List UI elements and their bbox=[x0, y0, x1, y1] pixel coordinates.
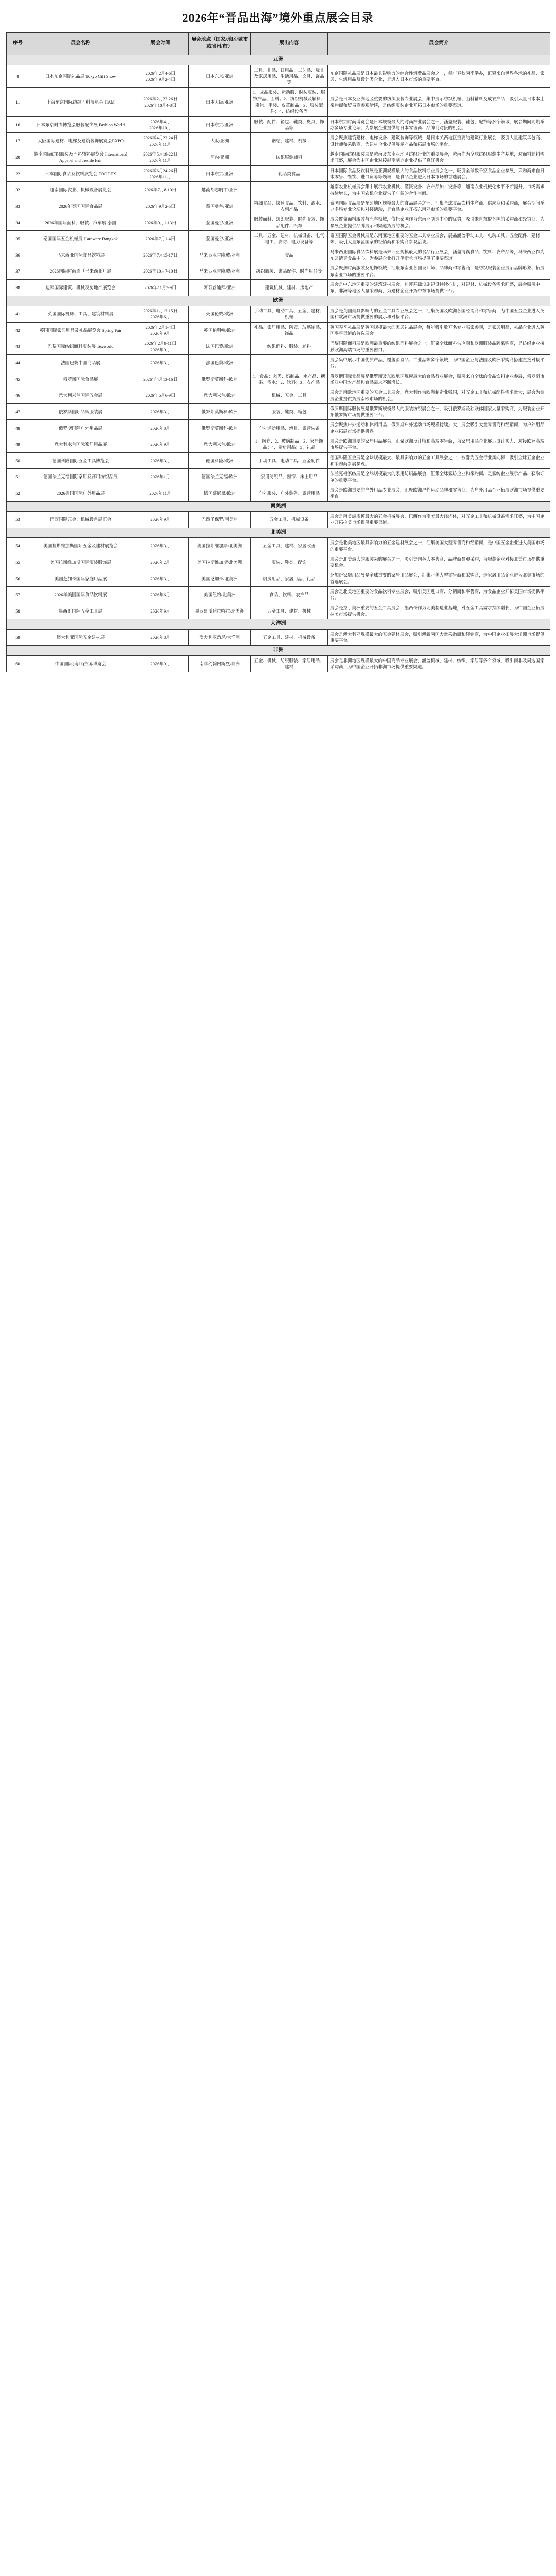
table-row bbox=[7, 387, 550, 404]
cell-no: 41 bbox=[7, 306, 29, 323]
cell-desc: 巴黎国际面料展是欧洲最重要的纺织面料展会之一，汇聚全球面料供应商和欧洲服装品牌采购商，是纺织企业接触欧洲高端市场的重要窗口。 bbox=[328, 338, 550, 355]
cell-date: 2026年9月 bbox=[132, 512, 189, 528]
table-row bbox=[7, 88, 550, 116]
cell-no: 53 bbox=[7, 512, 29, 528]
cell-date: 2026年1月 bbox=[132, 469, 189, 485]
cell-name: 墨西哥国际五金工具展 bbox=[29, 603, 132, 619]
cell-date: 2026年2月1-4日 2026年9月 bbox=[132, 322, 189, 338]
region-row bbox=[7, 55, 550, 65]
cell-place: 河内/亚洲 bbox=[189, 149, 251, 165]
cell-content: 机械、五金、工具 bbox=[251, 387, 328, 404]
cell-date: 2026年6月24-26日 2026年11月 bbox=[132, 165, 189, 182]
cell-content: 服装、鞋类、配饰 bbox=[251, 554, 328, 570]
cell-content: 建筑机械、建材、房地产 bbox=[251, 279, 328, 296]
cell-desc: 展会聚焦时尚服装及配饰领域，汇聚东南亚各国设计师、品牌商和零售商，是纺织服装企业展示品牌形象、拓展东南亚市场的重要平台。 bbox=[328, 263, 550, 280]
cell-content: 手动工具、电动工具、五金、建材、机械 bbox=[251, 306, 328, 323]
cell-desc: 俄罗斯国际服装展是俄罗斯规模最大的服装纺织展会之一，吸引俄罗斯及独联体国家大量采购商，为服装企业开拓俄罗斯市场提供重要平台。 bbox=[328, 403, 550, 420]
cell-no: 56 bbox=[7, 570, 29, 587]
cell-no: 43 bbox=[7, 338, 29, 355]
cell-content: 精细食品、快速食品、饮料、酒水、农副产品 bbox=[251, 198, 328, 214]
cell-no: 11 bbox=[7, 88, 29, 116]
cell-desc: 展会是北美地区重要的食品饮料专业展会，吸引美国进口商、分销商和零售商，为食品企业开拓美国市场提供平台。 bbox=[328, 587, 550, 603]
cell-no: 44 bbox=[7, 354, 29, 371]
cell-place: 美国拉斯维加斯/北美洲 bbox=[189, 554, 251, 570]
cell-date: 2026年3月 bbox=[132, 452, 189, 469]
table-row bbox=[7, 469, 550, 485]
cell-no: 42 bbox=[7, 322, 29, 338]
cell-date: 2026年5月6-9日 bbox=[132, 387, 189, 404]
table-row bbox=[7, 231, 550, 247]
header-content: 展出内容 bbox=[251, 33, 328, 55]
table-row bbox=[7, 65, 550, 88]
cell-date: 2026年7月1-4日 bbox=[132, 231, 189, 247]
cell-name: 2026年美国国际食品饮料展 bbox=[29, 587, 132, 603]
cell-place: 俄罗斯莫斯科/欧洲 bbox=[189, 420, 251, 436]
cell-no: 48 bbox=[7, 420, 29, 436]
cell-place: 美国芝加哥/北美洲 bbox=[189, 570, 251, 587]
table-row bbox=[7, 182, 550, 198]
cell-content: 礼品、家居用品、陶瓷、玻璃制品、饰品 bbox=[251, 322, 328, 338]
cell-place: 德国法兰克福/欧洲 bbox=[189, 469, 251, 485]
cell-desc: 展会是南欧地区重要的五金工具展会，意大利作为欧洲制造业强国，对五金工具和机械配件需求量大，展会为参展企业提供拓展南欧市场的机会。 bbox=[328, 387, 550, 404]
cell-no: 17 bbox=[7, 133, 29, 149]
region-label: 非洲 bbox=[7, 646, 550, 656]
cell-content: 纺织服装、饰品配件、时尚用品等 bbox=[251, 263, 328, 280]
cell-desc: 越南国际纺织服装展是越南及东南亚地区纺织行业的重要展会，越南作为全球纺织服装生产基地，对面料辅料需求旺盛，展会为中国企业对接越南制造企业提供了良好机会。 bbox=[328, 149, 550, 165]
cell-no: 51 bbox=[7, 469, 29, 485]
cell-desc: 展会集中展示中国优质产品，覆盖消费品、工业品等多个领域，为中国企业与法国及欧洲采购商搭建直接对接平台。 bbox=[328, 354, 550, 371]
region-label: 北美洲 bbox=[7, 528, 550, 538]
cell-no: 54 bbox=[7, 538, 29, 554]
cell-desc: 展会是澳大利亚规模最大的五金建材展会，吸引澳新两国大量采购商和经销商，为中国企业拓展大洋洲市场提供重要平台。 bbox=[328, 629, 550, 646]
cell-no: 32 bbox=[7, 182, 29, 198]
cell-name: 2026德国国际户外用品展 bbox=[29, 485, 132, 501]
cell-name: 2026国际时尚周（马来西亚）展 bbox=[29, 263, 132, 280]
cell-date: 2026年2月 bbox=[132, 554, 189, 570]
cell-name: 澳大利亚国际五金建材展 bbox=[29, 629, 132, 646]
cell-place: 巴西圣保罗/南美洲 bbox=[189, 512, 251, 528]
table-row bbox=[7, 165, 550, 182]
cell-content: 服装面料、纺织服装、时尚服装、饰品配件、汽车 bbox=[251, 214, 328, 231]
table-row bbox=[7, 629, 550, 646]
cell-no: 22 bbox=[7, 165, 29, 182]
cell-date: 2026年9月 bbox=[132, 655, 189, 672]
cell-name: 德国法兰克福国际家用及商用纺织品展 bbox=[29, 469, 132, 485]
cell-place: 德国科隆/欧洲 bbox=[189, 452, 251, 469]
cell-content: 五金工具、建材、机械设备 bbox=[251, 629, 328, 646]
cell-place: 南非约翰内斯堡/非洲 bbox=[189, 655, 251, 672]
cell-date: 2026年2月22-26日 2026年10月4-8日 bbox=[132, 88, 189, 116]
cell-no: 34 bbox=[7, 214, 29, 231]
cell-content: 礼品类食品 bbox=[251, 165, 328, 182]
cell-no: 46 bbox=[7, 387, 29, 404]
cell-desc: 日本东京时尚博览会是日本规模最大的时尚产业展会之一，涵盖服装、鞋包、配饰等多个领域，展会期间同期举办多场专业论坛，为参展企业提供与日本零售商、品牌商对接的机会。 bbox=[328, 116, 550, 133]
cell-no: 8 bbox=[7, 65, 29, 88]
region-row bbox=[7, 501, 550, 512]
cell-content: 手动工具、电动工具、五金配件 bbox=[251, 452, 328, 469]
cell-no: 45 bbox=[7, 371, 29, 387]
cell-date: 2026年4月 2026年10月 bbox=[132, 116, 189, 133]
header-desc: 展会简介 bbox=[328, 33, 550, 55]
table-row bbox=[7, 116, 550, 133]
cell-no: 47 bbox=[7, 403, 29, 420]
region-row bbox=[7, 619, 550, 630]
cell-desc: 展会是南美洲规模最大的五金机械展会，巴西作为南美最大经济体，对五金工具和机械设备需求旺盛，为中国企业开拓拉美市场提供重要渠道。 bbox=[328, 512, 550, 528]
table-row bbox=[7, 279, 550, 296]
cell-place: 马来西亚吉隆坡/亚洲 bbox=[189, 263, 251, 280]
cell-place: 墨西哥瓜达拉哈拉/北美洲 bbox=[189, 603, 251, 619]
cell-desc: 展会是非洲地区规模最大的中国商品专业展会，涵盖机械、建材、纺织、家居等多个领域，吸引南非及周边国家采购商，为中国企业开拓非洲市场提供重要渠道。 bbox=[328, 655, 550, 672]
cell-desc: 展会是欧洲重要的户外用品专业展会，汇聚欧洲户外运动品牌和零售商，为户外用品企业拓展欧洲市场提供重要平台。 bbox=[328, 485, 550, 501]
cell-desc: 展会是中东地区重要的建筑建材展会，迪拜基础设施建设持续推进，对建材、机械设备需求旺盛，展会吸引中东、非洲等地区大量采购商，为建材企业开拓中东市场提供平台。 bbox=[328, 279, 550, 296]
cell-content: 户外服装、户外装备、露营用品 bbox=[251, 485, 328, 501]
region-label: 大洋洲 bbox=[7, 619, 550, 630]
cell-place: 法国巴黎/欧洲 bbox=[189, 354, 251, 371]
cell-content: 厨房用品、家居用品、礼品 bbox=[251, 570, 328, 587]
cell-no: 58 bbox=[7, 603, 29, 619]
cell-desc: 东京国际礼品展是日本最具影响力的综合性消费品展会之一，每年春秋两季举办，汇聚来自世界各地的礼品、家居、生活用品及设计类企业，是进入日本市场的重要平台。 bbox=[328, 65, 550, 88]
table-row bbox=[7, 452, 550, 469]
cell-date: 2026年1月13-15日 2026年6月 bbox=[132, 306, 189, 323]
cell-date: 2026年5月19-22日 2026年11月 bbox=[132, 149, 189, 165]
cell-place: 意大利米兰/欧洲 bbox=[189, 436, 251, 453]
cell-desc: 英国春季礼品展是英国规模最大的家居礼品展会，每年吸引数万名专业买家参观，是家居用品、礼品企业进入英国零售渠道的首选展会。 bbox=[328, 322, 550, 338]
region-row bbox=[7, 646, 550, 656]
cell-name: 日本东京时尚博览会服装配饰展 Fashion World bbox=[29, 116, 132, 133]
cell-date: 2026年9月 bbox=[132, 436, 189, 453]
cell-place: 大阪/亚洲 bbox=[189, 133, 251, 149]
cell-date: 2026年4月22-24日 2026年11月 bbox=[132, 133, 189, 149]
cell-no: 33 bbox=[7, 198, 29, 214]
header-place: 展会地点（国家/地区/城市或省州/市） bbox=[189, 33, 251, 55]
cell-place: 泰国曼谷/亚洲 bbox=[189, 214, 251, 231]
table-row bbox=[7, 570, 550, 587]
cell-name: 美国拉斯维加斯国际五金及建材展览会 bbox=[29, 538, 132, 554]
cell-no: 35 bbox=[7, 231, 29, 247]
cell-desc: 展会覆盖面料服装与汽车领域，依托泰国作为东南亚制造中心的优势，吸引来自东盟各国的采购商和经销商，为参展企业提供品牌展示和渠道拓展的机会。 bbox=[328, 214, 550, 231]
cell-no: 50 bbox=[7, 452, 29, 469]
cell-name: 英国国际家居用品及礼品展览会 Spring Fair bbox=[29, 322, 132, 338]
cell-date: 2026年9月1-13日 bbox=[132, 214, 189, 231]
cell-no: 60 bbox=[7, 655, 29, 672]
cell-content: 1、食品：肉类、奶制品、水产品、糖果、酒水；2、饮料；3、农产品 bbox=[251, 371, 328, 387]
cell-desc: 展会是欧洲重要的家居用品展会，汇聚欧洲设计师和高端零售商，为家居用品企业展示设计实力、对接欧洲高端市场提供平台。 bbox=[328, 436, 550, 453]
cell-content: 服装、鞋类、箱包 bbox=[251, 403, 328, 420]
cell-desc: 俄罗斯国际食品展是俄罗斯及东欧地区规模最大的食品行业展会，吸引来自全球的食品饮料企业参展，俄罗斯市场对中国农产品和食品需求不断增长。 bbox=[328, 371, 550, 387]
cell-place: 泰国曼谷/亚洲 bbox=[189, 198, 251, 214]
cell-no: 36 bbox=[7, 247, 29, 263]
cell-content: 五金工具、机械设备 bbox=[251, 512, 328, 528]
table-row bbox=[7, 485, 550, 501]
cell-place: 日本东京/亚洲 bbox=[189, 165, 251, 182]
cell-desc: 芝加哥家庭用品展是全球重要的家居用品展会，汇集北美大型零售商和采购商，是家居用品企业进入北美市场的首选展会。 bbox=[328, 570, 550, 587]
cell-place: 意大利米兰/欧洲 bbox=[189, 387, 251, 404]
cell-place: 法国巴黎/欧洲 bbox=[189, 338, 251, 355]
cell-desc: 展会聚焦户外运动和休闲用品，俄罗斯户外运动市场规模持续扩大，展会吸引大量零售商和经销商，为户外用品企业拓展市场提供机遇。 bbox=[328, 420, 550, 436]
header-name: 展会名称 bbox=[29, 33, 132, 55]
cell-no: 16 bbox=[7, 116, 29, 133]
table-row bbox=[7, 554, 550, 570]
cell-date: 2026年3月 bbox=[132, 403, 189, 420]
table-row bbox=[7, 512, 550, 528]
cell-name: 巴西国际五金、机械设备展览会 bbox=[29, 512, 132, 528]
table-row bbox=[7, 371, 550, 387]
table-row bbox=[7, 436, 550, 453]
cell-desc: 泰国国际五金机械展是东南亚地区重要的五金工具专业展会，展品涵盖手动工具、电动工具、五金配件、建材等，吸引大量东盟国家的经销商和采购商参观洽谈。 bbox=[328, 231, 550, 247]
page-title: 2026年“晋品出海”境外重点展会目录 bbox=[182, 11, 374, 24]
cell-name: 越南国际农业、机械设备展览会 bbox=[29, 182, 132, 198]
cell-content: 食品 bbox=[251, 247, 328, 263]
table-row bbox=[7, 133, 550, 149]
cell-desc: 展会聚焦建筑建材、电梯设备、建筑装饰等领域，是日本关西地区重要的建筑行业展会，吸引大量建筑承包商、设计师和采购商，为建材企业提供展示产品和拓展市场的平台。 bbox=[328, 133, 550, 149]
cell-date: 2026年3月 bbox=[132, 538, 189, 554]
table-row bbox=[7, 538, 550, 554]
cell-date: 2026年6月 bbox=[132, 587, 189, 603]
cell-no: 52 bbox=[7, 485, 29, 501]
table-header-row bbox=[7, 33, 550, 55]
table-row bbox=[7, 420, 550, 436]
cell-date: 2026年7月8-10日 bbox=[132, 182, 189, 198]
cell-name: 大阪国际建材、电梯及建筑装饰展览会EXPO bbox=[29, 133, 132, 149]
cell-place: 泰国曼谷/亚洲 bbox=[189, 231, 251, 247]
cell-name: 上海东京国际纺织面料展览会 JIAM bbox=[29, 88, 132, 116]
cell-name: 英国国际机床、工具、建筑材料展 bbox=[29, 306, 132, 323]
cell-content: 户外运动用品、渔具、露营装备 bbox=[251, 420, 328, 436]
table-row bbox=[7, 655, 550, 672]
cell-name: 巴黎国际纺织面料服装展 Texworld bbox=[29, 338, 132, 355]
cell-place: 美国纽约/北美洲 bbox=[189, 587, 251, 603]
cell-desc: 越南农业机械展会集中展示农业机械、灌溉设备、农产品加工设备等，越南农业机械化水平不断提升，市场需求持续增长，为中国农机企业提供了广阔的合作空间。 bbox=[328, 182, 550, 198]
cell-name: 日本东京国际礼品展 Tokyo Gift Show bbox=[29, 65, 132, 88]
table-row bbox=[7, 306, 550, 323]
cell-place: 日本东京/亚洲 bbox=[189, 116, 251, 133]
cell-name: 泰国国际五金机械展 Hardware Bangkok bbox=[29, 231, 132, 247]
table-body bbox=[7, 55, 550, 672]
cell-place: 俄罗斯莫斯科/欧洲 bbox=[189, 403, 251, 420]
cell-desc: 展会是英国最具影响力的五金工具专业展会之一，汇集英国及欧洲各国经销商和零售商，为中国五金企业进入英国和欧洲市场提供重要的展示和对接平台。 bbox=[328, 306, 550, 323]
cell-name: 俄罗斯国际品牌服装展 bbox=[29, 403, 132, 420]
cell-content: 工具、五金、建材、机械设备、电气电工、安防、电力设备等 bbox=[251, 231, 328, 247]
cell-date: 2026年3月 bbox=[132, 570, 189, 587]
region-label: 亚洲 bbox=[7, 55, 550, 65]
cell-name: 法国巴黎中国商品展 bbox=[29, 354, 132, 371]
cell-name: 马来西亚国际食品饮料展 bbox=[29, 247, 132, 263]
cell-desc: 德国科隆五金展是全球规模最大、最具影响力的五金工具展会之一，被誉为五金行业风向标，吸引全球五金企业和采购商参展参观。 bbox=[328, 452, 550, 469]
cell-place: 马来西亚吉隆坡/亚洲 bbox=[189, 247, 251, 263]
cell-name: 美国拉斯维加斯国际服装服饰展 bbox=[29, 554, 132, 570]
header-date: 展会时间 bbox=[132, 33, 189, 55]
page bbox=[0, 0, 556, 677]
cell-date: 2026年3月 bbox=[132, 354, 189, 371]
header-no: 序号 bbox=[7, 33, 29, 55]
cell-name: 俄罗斯国际户外用品展 bbox=[29, 420, 132, 436]
cell-date: 2026年8月 bbox=[132, 420, 189, 436]
cell-name: 迪拜国际建筑、机械及房地产展览会 bbox=[29, 279, 132, 296]
cell-name: 意大利米兰国际五金展 bbox=[29, 387, 132, 404]
cell-date: 2026年8月 bbox=[132, 629, 189, 646]
cell-place: 英国伯明翰/欧洲 bbox=[189, 322, 251, 338]
region-label: 欧洲 bbox=[7, 296, 550, 306]
cell-no: 37 bbox=[7, 263, 29, 280]
table-row bbox=[7, 354, 550, 371]
table-row bbox=[7, 263, 550, 280]
cell-desc: 展会是日本及亚洲地区重要的纺织服装专业展会，集中展示纺织机械、面料辅料及成衣产品，吸引大量日本本土采购商和贸易商参观洽谈，是纺织服装企业开拓日本市场的重要渠道。 bbox=[328, 88, 550, 116]
cell-name: 意大利米兰国际家居用品展 bbox=[29, 436, 132, 453]
cell-place: 日本东京/亚洲 bbox=[189, 65, 251, 88]
cell-name: 2026年泰国国际食品展 bbox=[29, 198, 132, 214]
cell-no: 57 bbox=[7, 587, 29, 603]
region-label: 南美洲 bbox=[7, 501, 550, 512]
cell-date: 2026年11月 bbox=[132, 485, 189, 501]
cell-no: 20 bbox=[7, 149, 29, 165]
cell-place: 德国慕尼黑/欧洲 bbox=[189, 485, 251, 501]
cell-content: 五金工具、建材、家居改善 bbox=[251, 538, 328, 554]
cell-date: 2026年10月7-10日 bbox=[132, 263, 189, 280]
cell-date: 2026年4月13-16日 bbox=[132, 371, 189, 387]
table-row bbox=[7, 214, 550, 231]
cell-content: 工具、礼品、日用品、工艺品、玩具及家居用品、生活用品、文具、饰品等 bbox=[251, 65, 328, 88]
exhibition-table bbox=[6, 32, 550, 672]
cell-desc: 马来西亚国际食品饮料展是马来西亚规模最大的食品行业展会，涵盖清真食品、饮料、农产品等，马来西亚作为东盟清真食品中心，为参展企业打开伊斯兰市场提供了重要渠道。 bbox=[328, 247, 550, 263]
cell-desc: 展会是北美地区最具影响力的五金建材展会之一，汇集美国大型零售商和经销商，是中国五金企业进入美国市场的重要平台。 bbox=[328, 538, 550, 554]
cell-place: 美国拉斯维加斯/北美洲 bbox=[189, 538, 251, 554]
cell-date: 2026年7月15-17日 bbox=[132, 247, 189, 263]
cell-place: 日本大阪/亚洲 bbox=[189, 88, 251, 116]
cell-name: 越南国际纺织服装及面料辅料展览会 International Apparel and Textile Fair bbox=[29, 149, 132, 165]
cell-name: 俄罗斯国际食品展 bbox=[29, 371, 132, 387]
table-row bbox=[7, 403, 550, 420]
cell-no: 49 bbox=[7, 436, 29, 453]
cell-content: 1、成品服装、运动服、时装服装、服饰产品、面料；2、纺织机械及辅料、箱包、手袋、皮革制品；3、服装配件；4、纺织设备等 bbox=[251, 88, 328, 116]
cell-name: 美国芝加哥国际家庭用品展 bbox=[29, 570, 132, 587]
table-row bbox=[7, 198, 550, 214]
cell-place: 阿联酋迪拜/亚洲 bbox=[189, 279, 251, 296]
cell-date: 2026年9月2-5日 bbox=[132, 198, 189, 214]
table-row bbox=[7, 247, 550, 263]
cell-content: 家用纺织品、窗帘、床上用品 bbox=[251, 469, 328, 485]
cell-content: 纺织服装辅料 bbox=[251, 149, 328, 165]
cell-content: 服装、配件、箱包、鞋类、皮具、饰品等 bbox=[251, 116, 328, 133]
cell-date: 2026年9月 bbox=[132, 603, 189, 619]
cell-place: 俄罗斯莫斯科/欧洲 bbox=[189, 371, 251, 387]
cell-content bbox=[251, 354, 328, 371]
table-row bbox=[7, 587, 550, 603]
cell-content bbox=[251, 182, 328, 198]
cell-place: 澳大利亚悉尼/大洋洲 bbox=[189, 629, 251, 646]
cell-desc: 泰国国际食品展是东盟地区规模最大的食品展会之一，汇集全球食品饮料生产商、供应商和采购商，展会期间举办多场专业论坛和对接活动，是食品企业开拓东南亚市场的重要平台。 bbox=[328, 198, 550, 214]
table-row bbox=[7, 338, 550, 355]
cell-desc: 法兰克福家纺展是全球规模最大的家用纺织品展会，汇集全球家纺企业和采购商，是家纺企业展示产品、获取订单的重要平台。 bbox=[328, 469, 550, 485]
cell-content: 五金、机械、纺织服装、家居用品、建材 bbox=[251, 655, 328, 672]
table-row bbox=[7, 149, 550, 165]
cell-date: 2026年2月9-11日 2026年9月 bbox=[132, 338, 189, 355]
cell-desc: 日本国际食品及饮料展是亚洲规模最大的食品饮料专业展会之一，吸引全球数千家食品企业参展，采购商来自日本零售、餐饮、进口贸易等领域，是食品企业进入日本市场的首选展会。 bbox=[328, 165, 550, 182]
region-row bbox=[7, 528, 550, 538]
cell-name: 德国科隆国际五金工具博览会 bbox=[29, 452, 132, 469]
cell-content: 纺织面料、服装、辅料 bbox=[251, 338, 328, 355]
cell-no: 55 bbox=[7, 554, 29, 570]
cell-place: 越南胡志明市/亚洲 bbox=[189, 182, 251, 198]
cell-desc: 展会是拉丁美洲重要的五金工具展会，墨西哥作为北美制造业基地，对五金工具需求持续增长，为中国企业拓展拉美市场提供机会。 bbox=[328, 603, 550, 619]
cell-name: 中国国际(南非)贸易博览会 bbox=[29, 655, 132, 672]
table-row bbox=[7, 322, 550, 338]
region-row bbox=[7, 296, 550, 306]
cell-date: 2026年11月7-9日 bbox=[132, 279, 189, 296]
table-row bbox=[7, 603, 550, 619]
cell-content: 五金工具、建材、机械 bbox=[251, 603, 328, 619]
cell-content: 食品、饮料、农产品 bbox=[251, 587, 328, 603]
cell-place: 英国伦敦/欧洲 bbox=[189, 306, 251, 323]
cell-content: 1、陶瓷；2、玻璃制品；3、家居饰品；4、厨房用品；5、礼品 bbox=[251, 436, 328, 453]
cell-no: 59 bbox=[7, 629, 29, 646]
cell-desc: 展会是北美最大的服装采购展会之一，吸引美国各大零售商、品牌商参观采购，为服装企业对接北美市场提供重要机会。 bbox=[328, 554, 550, 570]
cell-date: 2026年2月4-6日 2026年9月2-4日 bbox=[132, 65, 189, 88]
cell-content: 钢结、建材、机械 bbox=[251, 133, 328, 149]
cell-name: 日本国际食品及饮料展览会 FOODEX bbox=[29, 165, 132, 182]
cell-name: 2026年国际面料、服装、汽车展 泰国 bbox=[29, 214, 132, 231]
cell-no: 38 bbox=[7, 279, 29, 296]
